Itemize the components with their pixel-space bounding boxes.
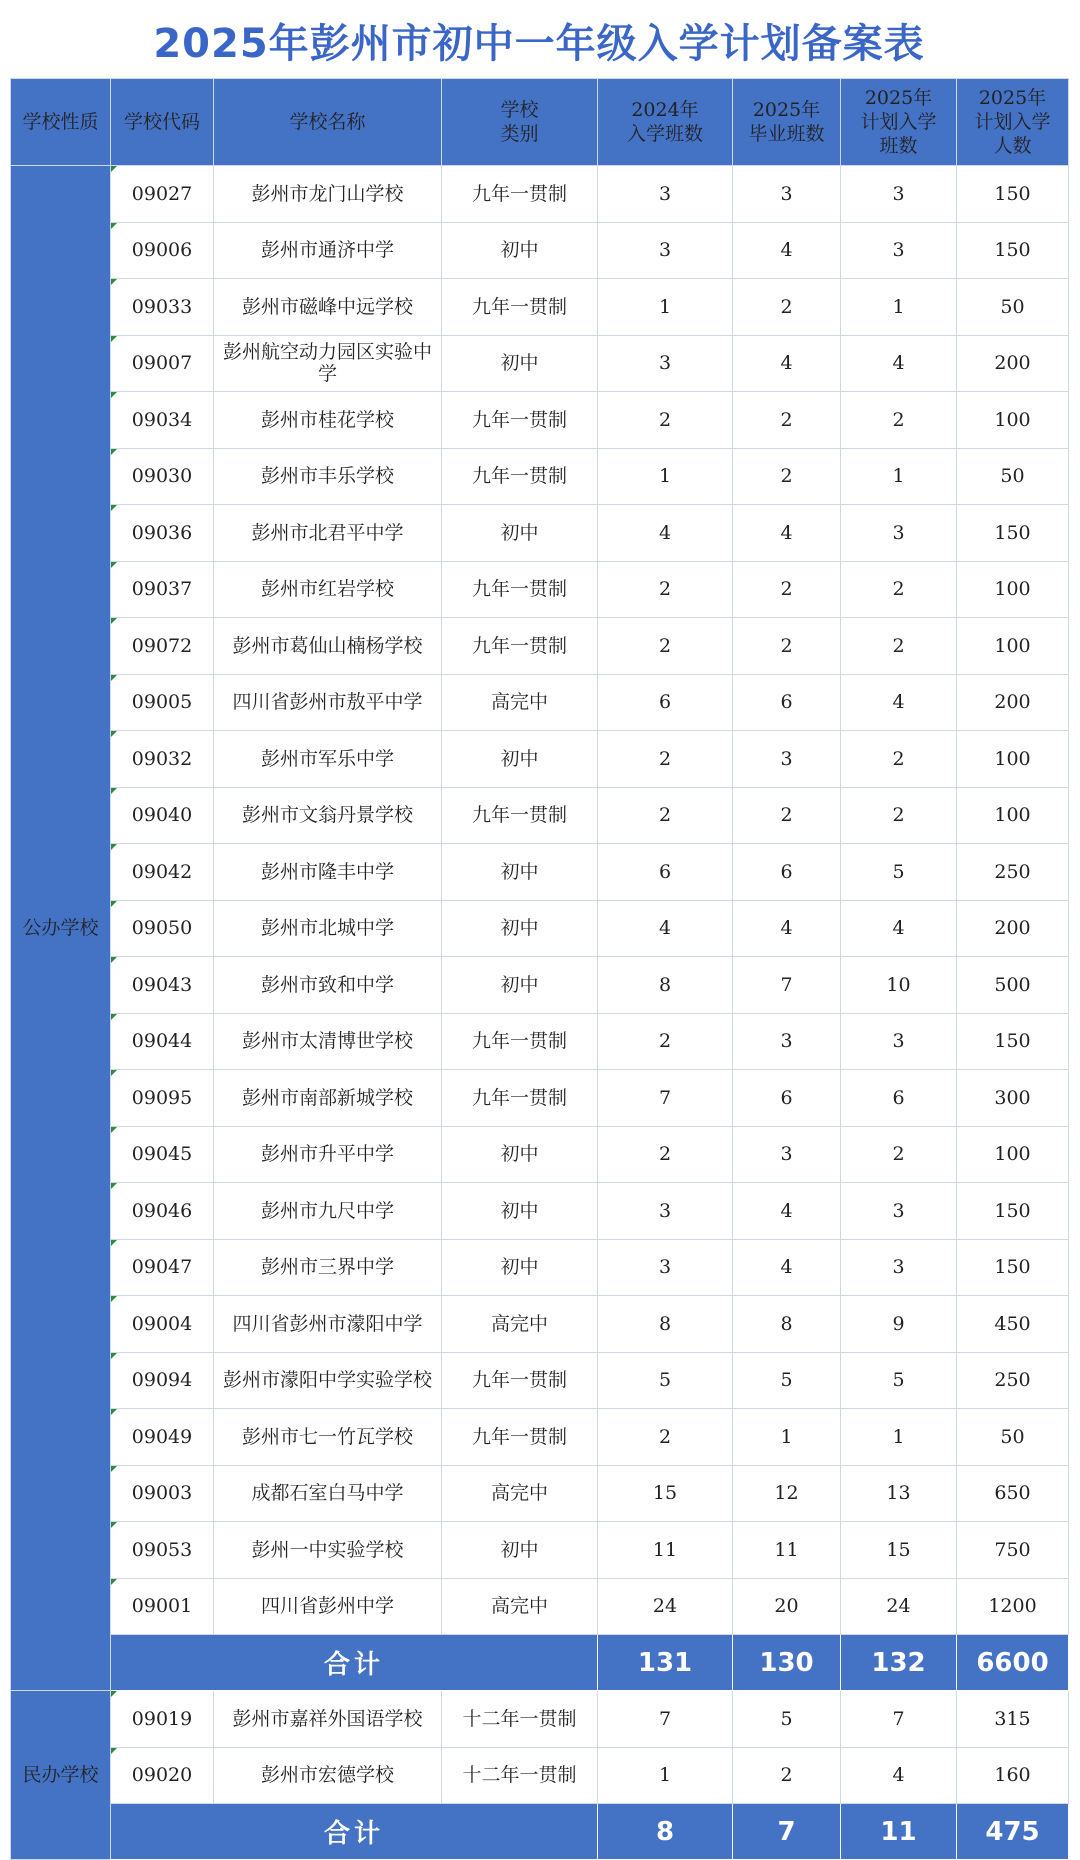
school-code-cell: 09049	[111, 1409, 214, 1466]
school-name-cell: 四川省彭州中学	[214, 1578, 442, 1635]
school-type-cell: 九年一贯制	[442, 787, 598, 844]
school-name-cell: 彭州市九尺中学	[214, 1183, 442, 1240]
table-row	[11, 1747, 1069, 1804]
grad-2025-cell: 6	[733, 844, 841, 901]
total-value: 7	[733, 1804, 841, 1860]
grad-2025-cell: 2	[733, 561, 841, 618]
plan-classes-2025-cell: 9	[841, 1296, 957, 1353]
grad-2025-cell: 8	[733, 1296, 841, 1353]
plan-people-2025-cell: 750	[957, 1522, 1069, 1579]
school-name-cell: 彭州航空动力园区实验中学	[214, 335, 442, 392]
plan-people-2025-cell: 150	[957, 1239, 1069, 1296]
school-code-cell: 09033	[111, 279, 214, 336]
plan-classes-2025-cell: 6	[841, 1070, 957, 1127]
plan-people-2025-cell: 160	[957, 1747, 1069, 1804]
table-row	[11, 392, 1069, 449]
plan-classes-2025-cell: 2	[841, 392, 957, 449]
school-name-cell: 彭州市升平中学	[214, 1126, 442, 1183]
grad-2025-cell: 6	[733, 674, 841, 731]
school-name-cell: 彭州市军乐中学	[214, 731, 442, 788]
school-name-cell: 彭州市隆丰中学	[214, 844, 442, 901]
plan-classes-2025-cell: 1	[841, 279, 957, 336]
school-code-cell: 09050	[111, 900, 214, 957]
table-row	[11, 1070, 1069, 1127]
grad-2025-cell: 5	[733, 1352, 841, 1409]
school-type-cell: 初中	[442, 1183, 598, 1240]
grad-2025-cell: 3	[733, 1126, 841, 1183]
plan-classes-2025-cell: 1	[841, 1409, 957, 1466]
classes-2024-cell: 2	[598, 618, 733, 675]
plan-people-2025-cell: 650	[957, 1465, 1069, 1522]
grad-2025-cell: 2	[733, 787, 841, 844]
classes-2024-cell: 2	[598, 787, 733, 844]
school-type-cell: 初中	[442, 1522, 598, 1579]
grad-2025-cell: 11	[733, 1522, 841, 1579]
grad-2025-cell: 4	[733, 222, 841, 279]
total-value: 132	[841, 1635, 957, 1691]
school-type-cell: 初中	[442, 900, 598, 957]
school-code-cell: 09046	[111, 1183, 214, 1240]
plan-people-2025-cell: 100	[957, 561, 1069, 618]
classes-2024-cell: 3	[598, 1183, 733, 1240]
school-name-cell: 彭州市红岩学校	[214, 561, 442, 618]
plan-people-2025-cell: 150	[957, 1013, 1069, 1070]
school-name-cell: 彭州市七一竹瓦学校	[214, 1409, 442, 1466]
grad-2025-cell: 3	[733, 166, 841, 223]
school-code-cell: 09095	[111, 1070, 214, 1127]
table-row	[11, 618, 1069, 675]
school-name-cell: 彭州市三界中学	[214, 1239, 442, 1296]
school-name-cell: 彭州市文翁丹景学校	[214, 787, 442, 844]
table-row	[11, 1578, 1069, 1635]
school-type-cell: 九年一贯制	[442, 1409, 598, 1466]
school-name-cell: 四川省彭州市濛阳中学	[214, 1296, 442, 1353]
school-name-cell: 彭州市北城中学	[214, 900, 442, 957]
grad-2025-cell: 12	[733, 1465, 841, 1522]
plan-people-2025-cell: 300	[957, 1070, 1069, 1127]
school-type-cell: 九年一贯制	[442, 448, 598, 505]
school-code-cell: 09072	[111, 618, 214, 675]
total-value: 130	[733, 1635, 841, 1691]
plan-people-2025-cell: 100	[957, 1126, 1069, 1183]
school-type-cell: 初中	[442, 1126, 598, 1183]
plan-classes-2025-cell: 10	[841, 957, 957, 1014]
school-code-cell: 09019	[111, 1691, 214, 1748]
grad-2025-cell: 5	[733, 1691, 841, 1748]
school-code-cell: 09007	[111, 335, 214, 392]
school-code-cell: 09005	[111, 674, 214, 731]
table-row	[11, 674, 1069, 731]
table-row	[11, 335, 1069, 392]
table-body	[11, 166, 1069, 1860]
plan-people-2025-cell: 150	[957, 166, 1069, 223]
school-code-cell: 09027	[111, 166, 214, 223]
table-row	[11, 1409, 1069, 1466]
classes-2024-cell: 3	[598, 335, 733, 392]
header-classes-2024: 2024年 入学班数	[598, 79, 733, 166]
header-plan-people-2025: 2025年 计划入学 人数	[957, 79, 1069, 166]
table-row	[11, 166, 1069, 223]
grad-2025-cell: 2	[733, 618, 841, 675]
school-name-cell: 彭州市濛阳中学实验学校	[214, 1352, 442, 1409]
school-type-cell: 九年一贯制	[442, 392, 598, 449]
table-row	[11, 1522, 1069, 1579]
plan-classes-2025-cell: 2	[841, 1126, 957, 1183]
grad-2025-cell: 2	[733, 1747, 841, 1804]
school-type-cell: 九年一贯制	[442, 1013, 598, 1070]
school-code-cell: 09044	[111, 1013, 214, 1070]
plan-classes-2025-cell: 7	[841, 1691, 957, 1748]
school-name-cell: 彭州市宏德学校	[214, 1747, 442, 1804]
grad-2025-cell: 6	[733, 1070, 841, 1127]
enrollment-plan-table	[10, 78, 1069, 1860]
grad-2025-cell: 3	[733, 1013, 841, 1070]
table-row	[11, 1183, 1069, 1240]
grad-2025-cell: 2	[733, 448, 841, 505]
table-row	[11, 1239, 1069, 1296]
grad-2025-cell: 20	[733, 1578, 841, 1635]
plan-people-2025-cell: 250	[957, 1352, 1069, 1409]
plan-people-2025-cell: 50	[957, 279, 1069, 336]
school-type-cell: 高完中	[442, 674, 598, 731]
plan-people-2025-cell: 100	[957, 618, 1069, 675]
plan-classes-2025-cell: 4	[841, 900, 957, 957]
plan-people-2025-cell: 100	[957, 787, 1069, 844]
school-name-cell: 彭州市磁峰中远学校	[214, 279, 442, 336]
school-type-cell: 十二年一贯制	[442, 1691, 598, 1748]
school-code-cell: 09042	[111, 844, 214, 901]
school-nature-cell: 民办学校	[11, 1691, 111, 1860]
classes-2024-cell: 2	[598, 561, 733, 618]
school-code-cell: 09037	[111, 561, 214, 618]
school-type-cell: 初中	[442, 844, 598, 901]
school-name-cell: 彭州市嘉祥外国语学校	[214, 1691, 442, 1748]
school-type-cell: 高完中	[442, 1296, 598, 1353]
table-header-row	[11, 79, 1069, 166]
classes-2024-cell: 3	[598, 222, 733, 279]
classes-2024-cell: 6	[598, 844, 733, 901]
table-row	[11, 1691, 1069, 1748]
table-row	[11, 900, 1069, 957]
school-name-cell: 彭州市通济中学	[214, 222, 442, 279]
school-name-cell: 成都石室白马中学	[214, 1465, 442, 1522]
classes-2024-cell: 4	[598, 900, 733, 957]
total-value: 475	[957, 1804, 1069, 1860]
classes-2024-cell: 2	[598, 731, 733, 788]
header-name: 学校名称	[214, 79, 442, 166]
header-grad-2025: 2025年 毕业班数	[733, 79, 841, 166]
grad-2025-cell: 2	[733, 392, 841, 449]
school-code-cell: 09003	[111, 1465, 214, 1522]
school-code-cell: 09053	[111, 1522, 214, 1579]
total-value: 11	[841, 1804, 957, 1860]
school-name-cell: 彭州一中实验学校	[214, 1522, 442, 1579]
plan-classes-2025-cell: 5	[841, 1352, 957, 1409]
table-row	[11, 505, 1069, 562]
school-type-cell: 初中	[442, 505, 598, 562]
plan-people-2025-cell: 1200	[957, 1578, 1069, 1635]
table-row	[11, 1465, 1069, 1522]
total-value: 131	[598, 1635, 733, 1691]
plan-people-2025-cell: 100	[957, 731, 1069, 788]
school-type-cell: 初中	[442, 1239, 598, 1296]
plan-people-2025-cell: 150	[957, 222, 1069, 279]
plan-people-2025-cell: 315	[957, 1691, 1069, 1748]
grad-2025-cell: 4	[733, 900, 841, 957]
school-code-cell: 09034	[111, 392, 214, 449]
classes-2024-cell: 2	[598, 1409, 733, 1466]
school-code-cell: 09040	[111, 787, 214, 844]
school-name-cell: 彭州市桂花学校	[214, 392, 442, 449]
table-row	[11, 731, 1069, 788]
plan-classes-2025-cell: 24	[841, 1578, 957, 1635]
school-type-cell: 九年一贯制	[442, 166, 598, 223]
school-code-cell: 09045	[111, 1126, 214, 1183]
plan-classes-2025-cell: 2	[841, 731, 957, 788]
classes-2024-cell: 2	[598, 392, 733, 449]
plan-classes-2025-cell: 1	[841, 448, 957, 505]
school-code-cell: 09036	[111, 505, 214, 562]
plan-classes-2025-cell: 3	[841, 1013, 957, 1070]
school-type-cell: 初中	[442, 222, 598, 279]
plan-people-2025-cell: 100	[957, 392, 1069, 449]
plan-people-2025-cell: 500	[957, 957, 1069, 1014]
table-row	[11, 1352, 1069, 1409]
classes-2024-cell: 3	[598, 1239, 733, 1296]
classes-2024-cell: 11	[598, 1522, 733, 1579]
school-type-cell: 九年一贯制	[442, 1070, 598, 1127]
plan-classes-2025-cell: 3	[841, 166, 957, 223]
plan-classes-2025-cell: 13	[841, 1465, 957, 1522]
table-row	[11, 1126, 1069, 1183]
classes-2024-cell: 1	[598, 448, 733, 505]
grad-2025-cell: 4	[733, 335, 841, 392]
school-type-cell: 九年一贯制	[442, 279, 598, 336]
plan-classes-2025-cell: 15	[841, 1522, 957, 1579]
classes-2024-cell: 8	[598, 1296, 733, 1353]
school-code-cell: 09006	[111, 222, 214, 279]
school-name-cell: 彭州市南部新城学校	[214, 1070, 442, 1127]
plan-classes-2025-cell: 4	[841, 335, 957, 392]
school-name-cell: 彭州市葛仙山楠杨学校	[214, 618, 442, 675]
school-type-cell: 高完中	[442, 1465, 598, 1522]
plan-people-2025-cell: 200	[957, 674, 1069, 731]
grad-2025-cell: 4	[733, 1183, 841, 1240]
table-row	[11, 222, 1069, 279]
total-value: 8	[598, 1804, 733, 1860]
header-nature: 学校性质	[11, 79, 111, 166]
grad-2025-cell: 2	[733, 279, 841, 336]
school-name-cell: 彭州市太清博世学校	[214, 1013, 442, 1070]
plan-classes-2025-cell: 2	[841, 618, 957, 675]
plan-classes-2025-cell: 4	[841, 1747, 957, 1804]
school-code-cell: 09094	[111, 1352, 214, 1409]
school-type-cell: 初中	[442, 335, 598, 392]
classes-2024-cell: 7	[598, 1691, 733, 1748]
plan-classes-2025-cell: 3	[841, 1239, 957, 1296]
school-type-cell: 九年一贯制	[442, 1352, 598, 1409]
school-type-cell: 十二年一贯制	[442, 1747, 598, 1804]
total-label: 合计	[111, 1804, 598, 1860]
table-row	[11, 957, 1069, 1014]
school-code-cell: 09032	[111, 731, 214, 788]
classes-2024-cell: 3	[598, 166, 733, 223]
plan-classes-2025-cell: 3	[841, 222, 957, 279]
school-code-cell: 09001	[111, 1578, 214, 1635]
school-code-cell: 09030	[111, 448, 214, 505]
plan-people-2025-cell: 150	[957, 1183, 1069, 1240]
plan-people-2025-cell: 250	[957, 844, 1069, 901]
classes-2024-cell: 8	[598, 957, 733, 1014]
school-type-cell: 高完中	[442, 1578, 598, 1635]
school-code-cell: 09004	[111, 1296, 214, 1353]
plan-classes-2025-cell: 3	[841, 1183, 957, 1240]
table-row	[11, 279, 1069, 336]
header-plan-classes-2025: 2025年 计划入学 班数	[841, 79, 957, 166]
school-name-cell: 四川省彭州市敖平中学	[214, 674, 442, 731]
classes-2024-cell: 24	[598, 1578, 733, 1635]
table-row	[11, 844, 1069, 901]
total-row	[11, 1804, 1069, 1860]
school-name-cell: 彭州市致和中学	[214, 957, 442, 1014]
total-row	[11, 1635, 1069, 1691]
classes-2024-cell: 15	[598, 1465, 733, 1522]
classes-2024-cell: 1	[598, 1747, 733, 1804]
plan-people-2025-cell: 200	[957, 335, 1069, 392]
classes-2024-cell: 2	[598, 1013, 733, 1070]
grad-2025-cell: 7	[733, 957, 841, 1014]
classes-2024-cell: 6	[598, 674, 733, 731]
grad-2025-cell: 4	[733, 1239, 841, 1296]
header-code: 学校代码	[111, 79, 214, 166]
school-nature-cell: 公办学校	[11, 166, 111, 1691]
school-code-cell: 09020	[111, 1747, 214, 1804]
school-name-cell: 彭州市龙门山学校	[214, 166, 442, 223]
page-title: 2025年彭州市初中一年级入学计划备案表	[153, 20, 925, 67]
classes-2024-cell: 4	[598, 505, 733, 562]
classes-2024-cell: 7	[598, 1070, 733, 1127]
school-type-cell: 九年一贯制	[442, 561, 598, 618]
table-row	[11, 787, 1069, 844]
plan-people-2025-cell: 150	[957, 505, 1069, 562]
grad-2025-cell: 3	[733, 731, 841, 788]
plan-classes-2025-cell: 2	[841, 561, 957, 618]
school-code-cell: 09043	[111, 957, 214, 1014]
header-type: 学校 类别	[442, 79, 598, 166]
plan-people-2025-cell: 200	[957, 900, 1069, 957]
plan-classes-2025-cell: 2	[841, 787, 957, 844]
plan-people-2025-cell: 50	[957, 1409, 1069, 1466]
table-row	[11, 448, 1069, 505]
school-type-cell: 九年一贯制	[442, 618, 598, 675]
school-name-cell: 彭州市丰乐学校	[214, 448, 442, 505]
plan-classes-2025-cell: 4	[841, 674, 957, 731]
plan-classes-2025-cell: 3	[841, 505, 957, 562]
plan-classes-2025-cell: 5	[841, 844, 957, 901]
table-row	[11, 561, 1069, 618]
table-row	[11, 1296, 1069, 1353]
table-row	[11, 1013, 1069, 1070]
classes-2024-cell: 5	[598, 1352, 733, 1409]
classes-2024-cell: 2	[598, 1126, 733, 1183]
total-label: 合计	[111, 1635, 598, 1691]
school-type-cell: 初中	[442, 731, 598, 788]
grad-2025-cell: 4	[733, 505, 841, 562]
plan-people-2025-cell: 50	[957, 448, 1069, 505]
total-value: 6600	[957, 1635, 1069, 1691]
grad-2025-cell: 1	[733, 1409, 841, 1466]
classes-2024-cell: 1	[598, 279, 733, 336]
school-name-cell: 彭州市北君平中学	[214, 505, 442, 562]
school-type-cell: 初中	[442, 957, 598, 1014]
school-code-cell: 09047	[111, 1239, 214, 1296]
plan-people-2025-cell: 450	[957, 1296, 1069, 1353]
